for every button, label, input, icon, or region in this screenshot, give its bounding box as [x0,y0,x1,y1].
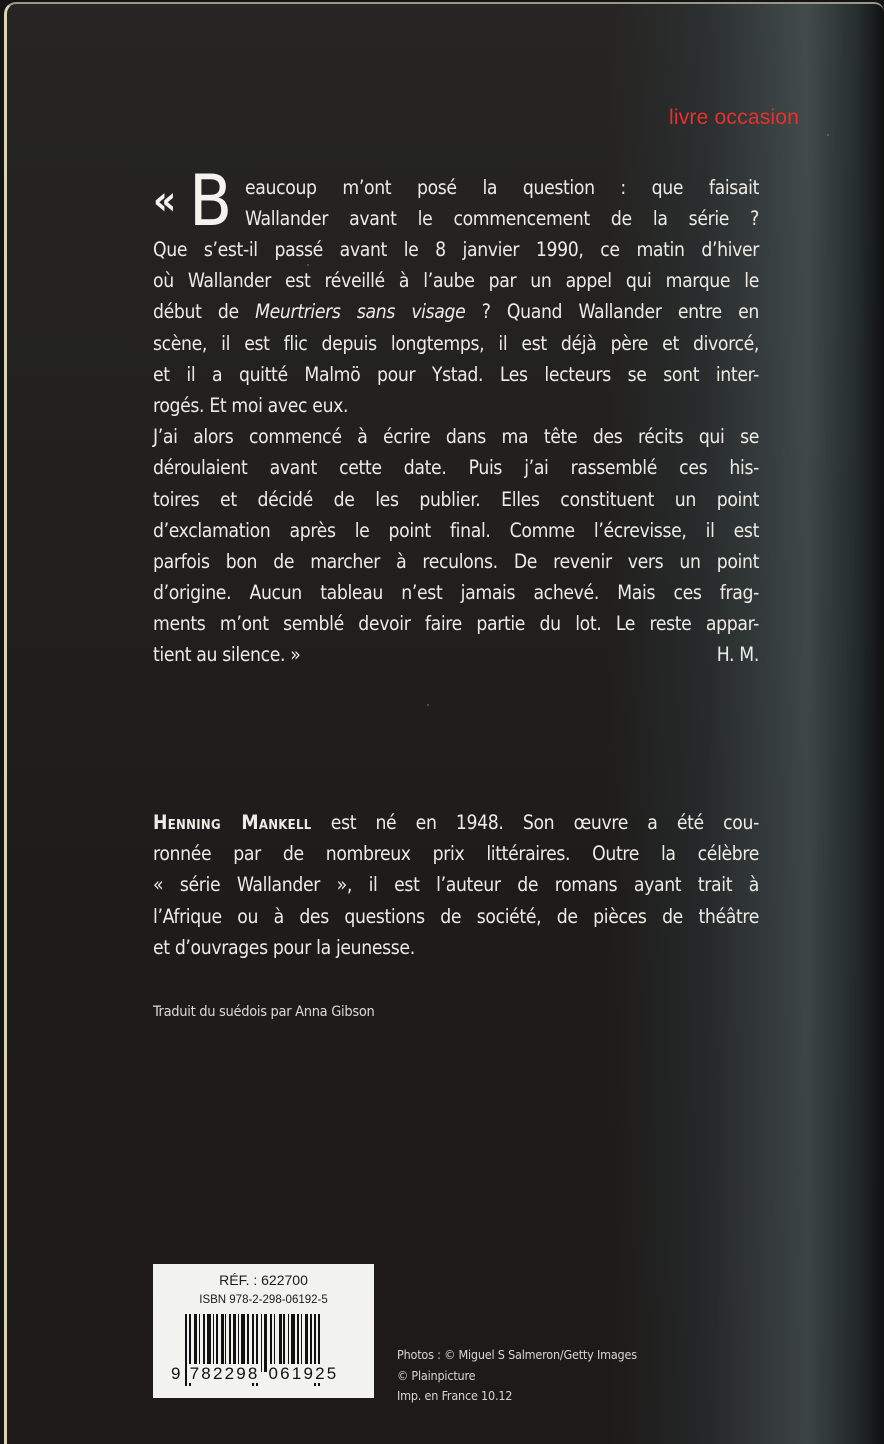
author-bio [153,807,759,963]
quote-signature: H. M. [716,643,759,667]
book-title-italic: Meurtriers sans visage [255,300,466,324]
photo-print-credits [397,1345,637,1407]
drop-cap-letter: B [189,160,232,242]
author-name: Henning Mankell [153,811,312,834]
quote-line: et il a quitté Malmö pour Ystad. Les lecteurs se sont inter- [153,362,759,386]
quote-line: ments m’ont semblé devoir faire partie du lot. Le reste appar- [153,612,759,636]
used-book-sticker: livre occasion [669,106,800,129]
book-back-cover [4,2,884,1444]
bio-line: et d’ouvrages pour la jeunesse. [153,935,415,959]
quote-line: où Wallander est réveillé à l’aube par un appel qui marque le [153,269,759,293]
quote-line: rogés. Et moi avec eux. [153,393,349,417]
bio-line: « série Wallander », il est l’auteur de romans ayant trait à [153,873,759,897]
quote-text: ? Quand Wallander entre en [465,300,759,324]
dust-speck [827,134,829,136]
drop-cap-lines [245,172,759,234]
barcode-digits [171,1364,339,1384]
isbn-number: ISBN 978-2-298-06192-5 [199,1294,328,1306]
bio-line: l’Afrique ou à des questions de société, de pièces de théâtre [153,904,759,928]
barcode-digits-left: 782298 [189,1364,260,1383]
quote-opening [153,160,759,242]
quote-line: Wallander avant le commencement de la série ? [245,207,759,231]
quote-closing-row [153,639,759,670]
print-info: Imp. en France 10.12 [397,1388,513,1403]
barcode-digits-right: 061925 [268,1364,339,1383]
translator-credit: Traduit du suédois par Anna Gibson [153,1004,375,1020]
photo-credit: Photos : © Miguel S Salmeron/Getty Images [397,1347,637,1362]
quote-text: début de [153,300,256,324]
quote-last-line: tient au silence. » [153,643,301,667]
quote-line-with-title [153,296,759,327]
bio-text: est né en 1948. Son œuvre a été cou- [311,811,759,834]
bio-line: ronnée par de nombreux prix littéraires. Outre la célèbre [153,842,759,866]
bio-line [153,807,759,838]
dust-speck [427,704,429,706]
quote-line: eaucoup m’ont posé la question : que faisait [245,176,759,199]
quote-line: toires et décidé de les publier. Elles constituent un point [153,487,759,511]
barcode-digit-first: 9 [171,1364,183,1383]
quote-line: d’origine. Aucun tableau n’est jamais achevé. Mais ces frag- [153,581,759,605]
quote-line: J’ai alors commencé à écrire dans ma tête des récits qui se [153,425,759,449]
author-quote [153,160,759,671]
quote-line: scène, il est flic depuis longtemps, il est déjà père et divorcé, [153,331,759,355]
quote-line: déroulaient avant cette date. Puis j’ai rassemblé ces his- [153,456,759,480]
quote-line: Que s’est-il passé avant le 8 janvier 1990, ce matin d’hiver [153,238,759,261]
photo-credit: © Plainpicture [397,1367,476,1383]
barcode-sticker [153,1264,374,1398]
open-guillemet: « [153,178,176,224]
quote-line: parfois bon de marcher à reculons. De revenir vers un point [153,549,759,573]
quote-line: d’exclamation après le point final. Comme l’écrevisse, il est [153,518,759,542]
reference-number: RÉF. : 622700 [219,1272,308,1288]
